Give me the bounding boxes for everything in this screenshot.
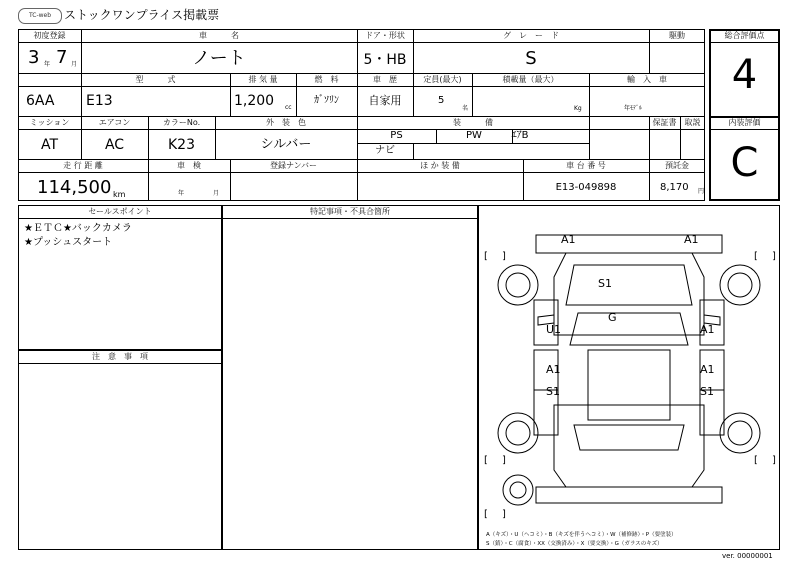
bracket-left-rear-close: ] [502,455,506,466]
label-capacity: 定員(最大) [423,75,462,84]
equipment-ps: PS [390,130,403,141]
label-exterior-color: 外 装 色 [266,118,306,127]
rear-bumper [536,487,722,503]
load-unit: Kg [574,105,582,112]
rear-window [574,425,684,450]
model-prefix-value: 6AA [26,93,55,109]
capacity-unit: 名 [462,105,469,112]
chassis-no-value: E13-049898 [555,182,617,193]
inspection-month-unit: 月 [213,190,220,197]
mileage-value: 114,500 [37,177,112,198]
sales-point-2: ★プッシュスタート [24,237,113,248]
form-title: ストックワンプライス掲載票 [64,8,220,22]
mark-s1-right-rear: S1 [700,385,714,398]
fuel-value: ｶﾞｿﾘﾝ [314,95,339,106]
equipment-navi: ナビ [375,145,395,156]
bracket-left-rear: [ [484,455,488,466]
label-other-equipment: ほ か 装 備 [420,161,460,170]
label-model: 型 式 [135,75,176,84]
label-color-no: カラーNo. [162,118,201,127]
car-damage-diagram [478,205,780,550]
first-reg-month: 7 [56,47,68,68]
label-notes: 注 意 事 項 [92,352,148,361]
damage-legend-line-1: A（キズ）・U（ヘコミ）・B（キズを伴うヘコミ）・W（補修跡）・P（要塗装） [486,532,677,538]
label-import: 輸 入 車 [627,75,667,84]
deposit-unit: 円 [698,188,705,195]
inspection-year-unit: 年 [178,190,185,197]
form-version: ver. 00000001 [722,552,773,560]
bracket-spare: [ [484,509,488,520]
label-plate: 登録ナンバー [269,161,318,170]
total-score-value: 4 [731,52,758,98]
mark-g-windshield: G [608,311,617,324]
spare-tire [503,475,533,505]
windshield [570,313,688,345]
label-displacement: 排 気 量 [248,75,278,84]
label-car-name: 車 名 [199,31,239,40]
history-value: 自家用 [368,94,402,107]
label-history: 車 歴 [373,75,397,84]
mark-a1-right-front: A1 [700,323,715,336]
sales-point-1: ★ＥＴＣ★バックカメラ [24,223,132,234]
mark-a1-front-right: A1 [684,233,699,246]
label-sales-points: セールスポイント [88,207,152,216]
mileage-unit: km [113,190,126,199]
label-door-shape: ドア・形状 [365,31,405,40]
displacement-value: 1,200 [234,93,275,109]
mission-value: AT [40,137,59,153]
bracket-right-front: [ [754,251,758,262]
label-total-score: 総合評価点 [724,31,765,40]
grade-value: S [525,48,537,69]
label-warranty: 保証書 [652,118,677,127]
label-first-registration: 初度登録 [33,31,66,40]
label-equipment: 装 備 [453,118,493,127]
first-reg-year-unit: 年 [44,61,51,68]
bracket-right-rear-close: ] [772,455,776,466]
bracket-left-front-close: ] [502,251,506,262]
tc-web-logo: TC-web [18,8,62,24]
color-no-value: K23 [168,137,195,153]
damage-legend-line-2: S（錆）・C（腐食）・XX（交換済み）・X（要交換）・G（ガラスのキズ） [486,541,663,547]
import-model-year: 年ﾓﾃﾞﾙ [624,105,643,112]
label-mileage: 走 行 距 離 [63,161,103,170]
label-inspection: 車 検 [177,161,201,170]
capacity-value: 5 [438,95,445,106]
label-remarks: 特記事項・不具合箇所 [310,207,390,216]
label-chassis-no: 車 台 番 号 [566,161,606,170]
displacement-unit: cc [285,104,292,111]
equipment-airbag: ｴｱB [511,130,529,141]
interior-score-value: C [730,140,759,186]
mark-u1-left-front: U1 [546,323,562,336]
bracket-right-front-close: ] [772,251,776,262]
aircon-value: AC [104,137,125,153]
label-interior-score: 内装評価 [728,118,761,127]
hood-line [566,265,692,305]
notes-box [18,350,222,550]
door-shape-value: 5・HB [363,52,407,68]
first-reg-month-unit: 月 [71,61,78,68]
bracket-spare-close: ] [502,509,506,520]
label-mission: ミッション [29,118,70,127]
deposit-value: 8,170 [660,182,689,193]
remarks-box [222,205,478,550]
wheel-right-front [720,265,760,305]
roof [588,350,670,420]
bracket-left-front: [ [484,251,488,262]
mark-s1-hood: S1 [598,277,612,290]
wheel-left-rear [498,413,538,453]
car-name-value: ノート [192,48,246,69]
bracket-right-rear: [ [754,455,758,466]
label-manual: 取説 [684,118,701,127]
model-value: E13 [86,93,113,109]
exterior-color-value: シルバー [260,137,312,152]
wheel-right-rear [720,413,760,453]
rear-body [554,405,704,487]
label-drive: 駆動 [669,31,685,40]
mark-a1-front-left: A1 [561,233,576,246]
first-reg-year: 3 [28,47,40,68]
label-fuel: 燃 料 [314,75,339,84]
label-deposit: 預託金 [665,161,689,170]
wheel-left-front [498,265,538,305]
label-load: 積載量（最大） [502,75,559,84]
mark-a1-right-rear: A1 [700,363,715,376]
equipment-pw: PW [466,130,482,141]
label-aircon: エアコン [98,118,131,127]
mark-s1-left-rear: S1 [546,385,560,398]
mark-a1-left-rear: A1 [546,363,561,376]
label-grade: グ レ ー ド [503,31,559,40]
